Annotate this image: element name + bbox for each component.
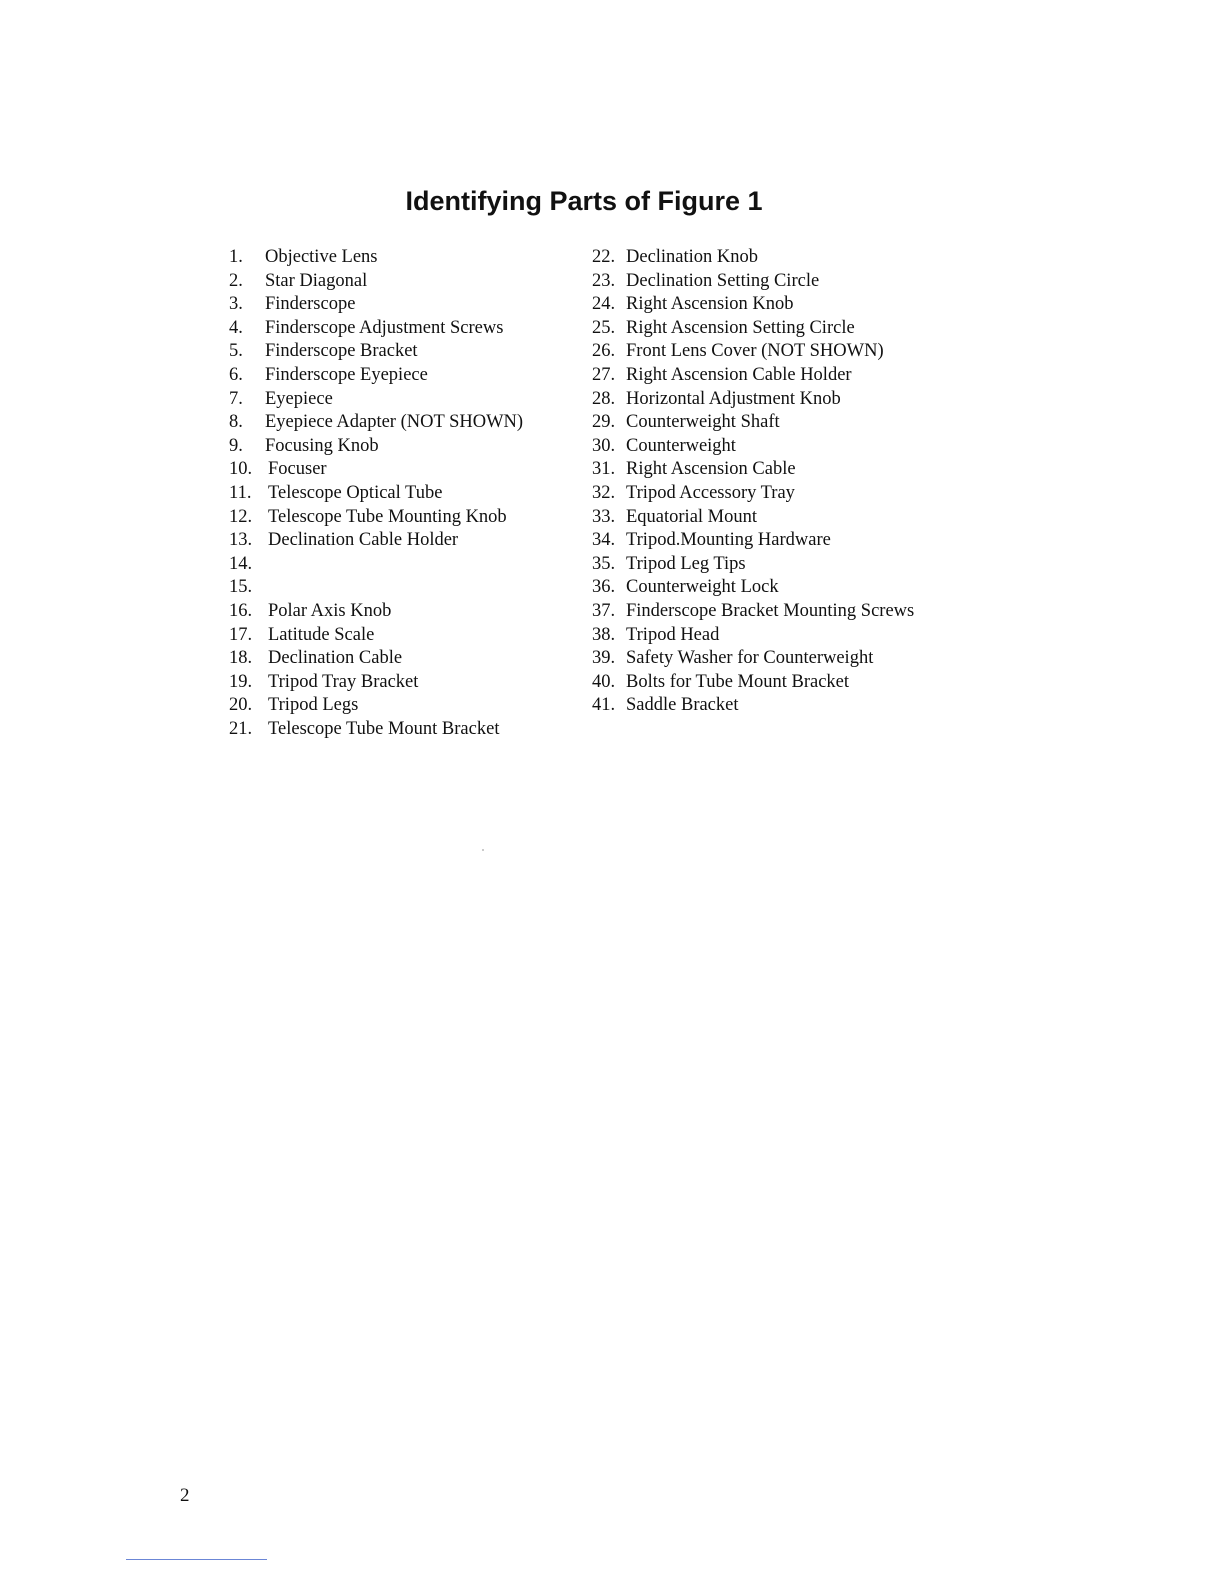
part-item (592, 647, 972, 671)
part-number: 14. (229, 553, 253, 574)
part-number: 1. (229, 247, 243, 267)
part-name: Polar Axis Knob (268, 600, 392, 621)
part-item (592, 317, 972, 341)
part-name: Declination Cable Holder (268, 530, 459, 551)
part-number: 8. (229, 412, 243, 433)
part-name: Telescope Tube Mounting Knob (268, 506, 507, 527)
part-number: 38. (592, 624, 616, 645)
part-item (229, 647, 569, 671)
part-number: 13. (229, 530, 253, 551)
part-name: Tripod Tray Bracket (268, 671, 419, 692)
part-item (592, 458, 972, 482)
part-name: Front Lens Cover (NOT SHOWN) (626, 341, 884, 362)
part-item (229, 293, 569, 317)
part-number: 4. (229, 317, 243, 338)
part-item (592, 529, 972, 553)
part-item (229, 364, 569, 388)
part-name: Counterweight (626, 435, 736, 456)
part-item (592, 411, 972, 435)
scan-speck (482, 849, 484, 851)
part-item (229, 388, 569, 412)
part-number: 12. (229, 506, 253, 527)
part-number: 10. (229, 459, 253, 480)
part-name: Finderscope Adjustment Screws (265, 317, 504, 338)
part-number: 39. (592, 648, 616, 669)
part-name: Finderscope Eyepiece (265, 364, 428, 385)
part-number: 37. (592, 600, 616, 621)
part-name: Telescope Optical Tube (268, 482, 443, 503)
part-name: Right Ascension Cable Holder (626, 364, 852, 385)
part-item (592, 576, 972, 600)
part-name: Latitude Scale (268, 624, 375, 645)
part-name: Tripod Head (626, 624, 720, 645)
part-number: 21. (229, 718, 253, 739)
part-name: Horizontal Adjustment Knob (626, 388, 841, 409)
part-name: Declination Cable (268, 648, 403, 669)
part-item (229, 600, 569, 624)
part-item (229, 340, 569, 364)
part-number: 6. (229, 364, 243, 385)
part-name: Equatorial Mount (626, 506, 758, 527)
parts-list-right (592, 246, 972, 718)
part-number: 16. (229, 600, 253, 621)
part-item (229, 718, 569, 742)
page-number: 2 (180, 1485, 190, 1506)
part-name: Bolts for Tube Mount Bracket (626, 671, 850, 692)
part-item (592, 293, 972, 317)
part-number: 29. (592, 412, 616, 433)
part-number: 3. (229, 294, 243, 315)
part-number: 22. (592, 247, 616, 267)
part-number: 36. (592, 577, 616, 598)
part-item (592, 270, 972, 294)
part-name: Right Ascension Knob (626, 294, 794, 315)
part-number: 25. (592, 317, 616, 338)
part-number: 30. (592, 435, 616, 456)
part-number: 24. (592, 294, 616, 315)
part-name: Right Ascension Setting Circle (626, 317, 855, 338)
part-number: 18. (229, 648, 253, 669)
part-item (592, 364, 972, 388)
part-name: Tripod Accessory Tray (626, 482, 795, 503)
part-item (229, 458, 569, 482)
part-item (592, 671, 972, 695)
part-number: 27. (592, 364, 616, 385)
part-name: Tripod.Mounting Hardware (626, 530, 831, 551)
page-title: Identifying Parts of Figure 1 (405, 186, 763, 216)
part-item (229, 576, 569, 600)
part-item (229, 246, 569, 270)
part-name: Counterweight Lock (626, 577, 779, 598)
part-item (592, 482, 972, 506)
part-name: Finderscope Bracket Mounting Screws (626, 600, 915, 621)
part-number: 28. (592, 388, 616, 409)
part-item (229, 482, 569, 506)
part-name: Tripod Leg Tips (626, 553, 746, 574)
part-name: Finderscope Bracket (265, 341, 418, 362)
part-number: 41. (592, 695, 616, 716)
part-name: Tripod Legs (268, 695, 359, 716)
part-number: 26. (592, 341, 616, 362)
part-name: Eyepiece (265, 388, 333, 409)
part-item (229, 553, 569, 577)
part-item (229, 624, 569, 648)
part-item (592, 600, 972, 624)
part-item (229, 671, 569, 695)
part-name: Star Diagonal (265, 270, 368, 291)
part-item (229, 694, 569, 718)
part-number: 40. (592, 671, 616, 692)
part-number: 2. (229, 270, 243, 291)
part-number: 7. (229, 388, 243, 409)
part-item (592, 435, 972, 459)
part-number: 34. (592, 530, 616, 551)
footer-rule (126, 1559, 267, 1560)
part-item (229, 435, 569, 459)
part-number: 15. (229, 577, 253, 598)
parts-list-left (229, 246, 569, 741)
part-number: 19. (229, 671, 253, 692)
part-item (229, 270, 569, 294)
part-name: Telescope Tube Mount Bracket (268, 718, 500, 739)
part-name: Eyepiece Adapter (NOT SHOWN) (265, 412, 524, 433)
part-number: 5. (229, 341, 243, 362)
part-item (229, 506, 569, 530)
part-number: 20. (229, 695, 253, 716)
part-name: Saddle Bracket (626, 695, 739, 716)
part-number: 32. (592, 482, 616, 503)
part-item (592, 624, 972, 648)
part-name: Right Ascension Cable (626, 459, 796, 480)
part-item (229, 411, 569, 435)
part-item (592, 553, 972, 577)
part-name: Finderscope (265, 294, 356, 315)
part-item (592, 388, 972, 412)
part-item (592, 340, 972, 364)
part-number: 35. (592, 553, 616, 574)
part-number: 11. (229, 482, 252, 503)
part-number: 23. (592, 270, 616, 291)
part-item (229, 317, 569, 341)
part-item (592, 694, 972, 718)
part-name: Declination Knob (626, 247, 759, 267)
part-name: Objective Lens (265, 247, 378, 267)
part-name: Focuser (268, 459, 327, 480)
part-name: Safety Washer for Counterweight (626, 648, 874, 669)
part-number: 33. (592, 506, 616, 527)
part-number: 9. (229, 435, 243, 456)
part-item (592, 506, 972, 530)
part-item (592, 246, 972, 270)
part-number: 17. (229, 624, 253, 645)
part-number: 31. (592, 459, 616, 480)
part-name: Focusing Knob (265, 435, 379, 456)
part-name: Declination Setting Circle (626, 270, 820, 291)
part-item (229, 529, 569, 553)
part-name: Counterweight Shaft (626, 412, 780, 433)
